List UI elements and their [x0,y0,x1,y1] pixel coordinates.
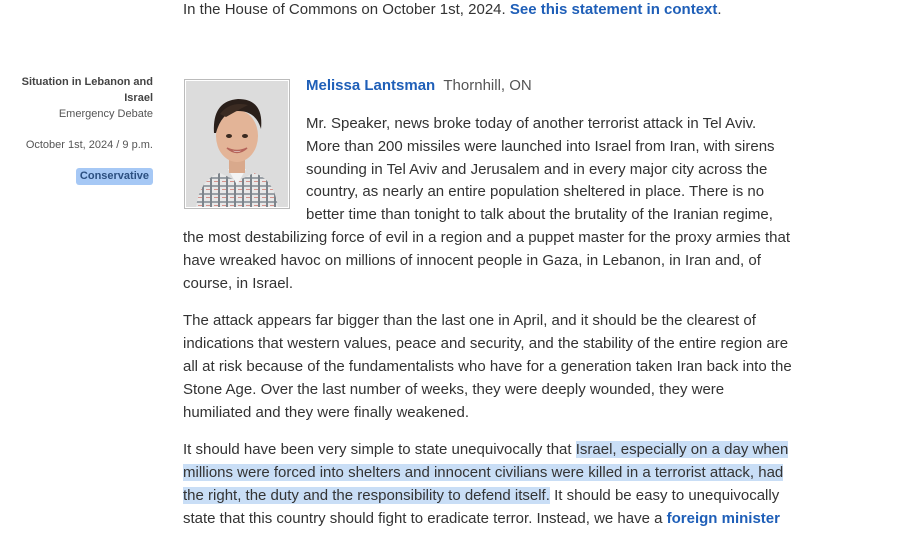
speaker-name-link[interactable]: Melissa Lantsman [306,77,436,94]
context-text: In the House of Commons on October 1st, 2024. [183,1,510,18]
speech-paragraph-1: Mr. Speaker, news broke today of another terrorist attack in Tel Aviv. More than 200 missiles were launched into Israel from Iran, with sirens sounding in Tel Aviv and Jerusalem and in every major city across the country, as nearly an entire population sheltered in place. There is no better time than tonight to talk about the brutality of the Iranian regime, the most destabilizing force of evil in a region and a puppet master for the proxy armies that have wreaked havoc on millions of innocent people in Gaza, in Lebanon, in Iran and, of course, in Israel. [183,115,790,292]
context-end: . [717,1,722,18]
foreign-minister-link[interactable]: foreign minister [666,509,780,527]
selected-text[interactable]: Israel, especially on a day when millions were forced into shelters and innocent civilians were killed in a terrorist attack, had the right, the duty and the responsibility to defend itself. [183,441,789,504]
speech-paragraph-2: The attack appears far bigger than the last one in April, and it should be the clearest of indications that western values, peace and security, and the stability of the entire region are all at risk because of the fundamentalists who have for a generation taken Iran back into the Stone Age. Over the last number of weeks, they were deeply wounded, they were humiliated and they were finally weakened. [183,312,792,421]
speaker-photo[interactable] [184,79,290,209]
speaker-portrait-icon [186,81,288,207]
speech-paragraph-3 [183,439,793,530]
context-line [183,0,722,20]
topic-title[interactable]: Situation in Lebanon and Israel [21,76,153,104]
debate-type: Emergency Debate [58,108,153,120]
party-badge: Conservative [76,168,153,185]
speaker-riding: Thornhill, ON [443,77,532,94]
statement-date[interactable]: October 1st, 2024 / 9 p.m. [25,139,153,151]
paragraph-3-continued: It should be easy to unequivocally state that this country should fight to eradicate terror. Instead, we have a [183,486,780,527]
statement-meta [0,74,153,185]
paragraph-3-start: It should have been very simple to state unequivocally that [183,441,576,459]
speech-block [183,74,793,546]
context-link[interactable]: See this statement in context [509,1,718,18]
